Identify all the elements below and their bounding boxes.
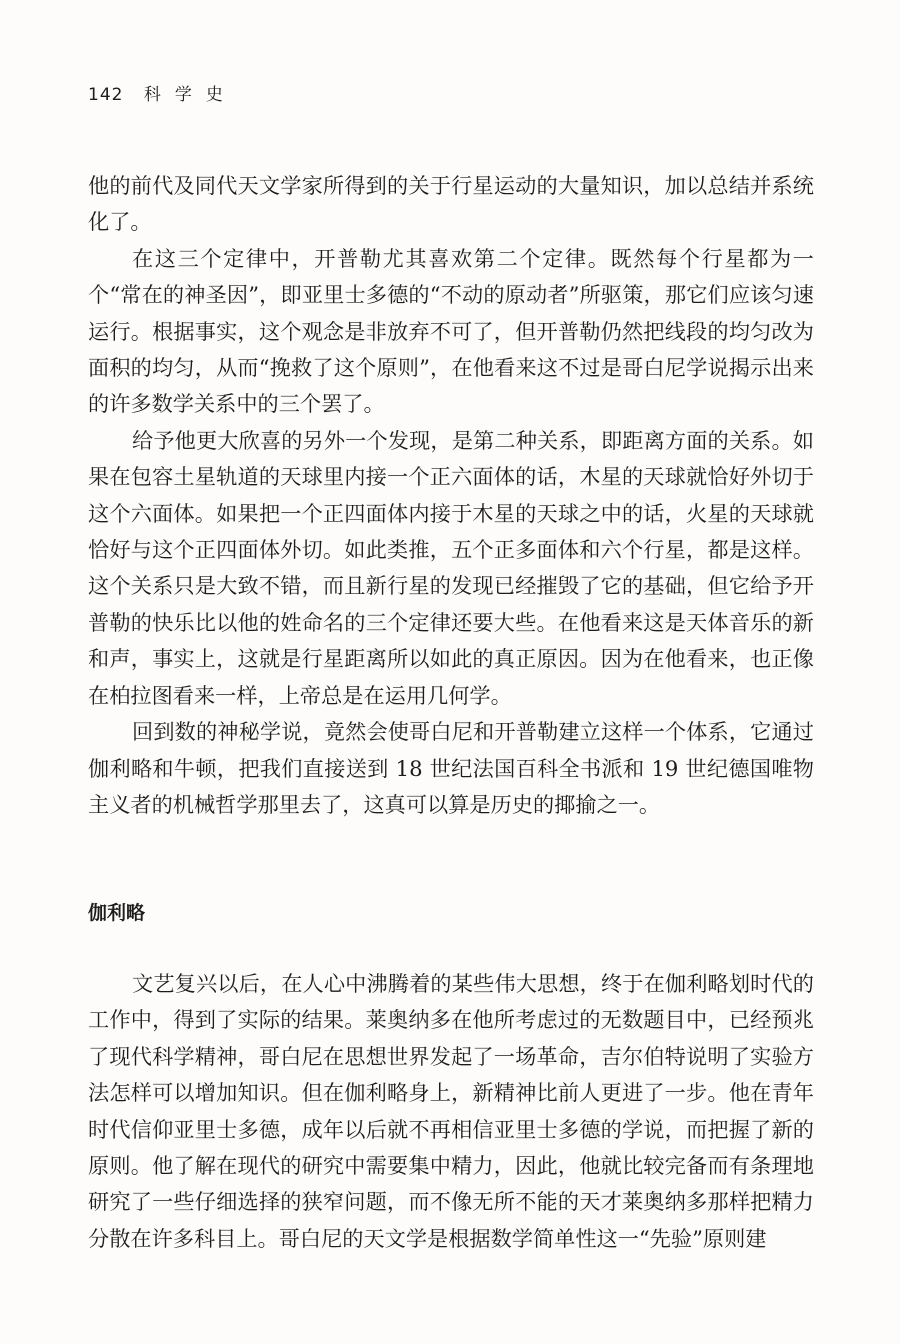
paragraph-kepler-second-law: 在这三个定律中，开普勒尤其喜欢第二个定律。既然每个行星都为一个“常在的神圣因”，即亚里士多德的“不动的原动者”所驱策，那它们应该匀速运行。根据事实，这个观念是非放弃不可了，但开普勒仍然把线段的均匀改为面积的均匀，从而“挽救了这个原则”，在他看来这不过是哥白尼学说揭示出来的许多数学关系中的三个罢了。 bbox=[88, 245, 814, 417]
paragraph-mystic-numbers: 回到数的神秘学说，竟然会使哥白尼和开普勒建立这样一个体系，它通过伽利略和牛顿，把我们直接送到 18 世纪法国百科全书派和 19 世纪德国唯物主义者的机械哲学那里去了，这真可以算是历史的揶揄之一。 bbox=[88, 719, 814, 817]
running-head bbox=[88, 80, 237, 105]
body-text bbox=[88, 168, 814, 823]
paragraph-continued: 他的前代及同代天文学家所得到的关于行星运动的大量知识，加以总结并系统化了。 bbox=[88, 173, 814, 235]
paragraph-planet-distances: 给予他更大欣喜的另外一个发现，是第二种关系，即距离方面的关系。如果在包容土星轨道的天球里内接一个正六面体的话，木星的天球就恰好外切于这个六面体。如果把一个正四面体内接于木星的天球之中的话，火星的天球就恰好与这个正四面体外切。如此类推，五个正多面体和六个行星，都是这样。这个关系只是大致不错，而且新行星的发现已经摧毁了它的基础，但它给予开普勒的快乐比以他的姓命名的三个定律还要大些。在他看来这是天体音乐的新和声，事实上，这就是行星距离所以如此的真正原因。因为在他看来，也正像在柏拉图看来一样，上帝总是在运用几何学。 bbox=[88, 427, 814, 708]
paragraph-galileo-intro: 文艺复兴以后，在人心中沸腾着的某些伟大思想，终于在伽利略划时代的工作中，得到了实际的结果。莱奥纳多在他所考虑过的无数题目中，已经预兆了现代科学精神，哥白尼在思想世界发起了一场革命，吉尔伯特说明了实验方法怎样可以增加知识。但在伽利略身上，新精神比前人更进了一步。他在青年时代信仰亚里士多德，成年以后就不再相信亚里士多德的学说，而把握了新的原则。他了解在现代的研究中需要集中精力，因此，他就比较完备而有条理地研究了一些仔细选择的狭窄问题，而不像无所不能的天才莱奥纳多那样把精力分散在许多科目上。哥白尼的天文学是根据数学简单性这一“先验”原则建 bbox=[88, 971, 814, 1251]
section-heading: 伽利略 bbox=[88, 902, 146, 924]
page-number: 142 bbox=[88, 85, 124, 105]
running-title: 科学史 bbox=[143, 85, 237, 105]
section-body bbox=[88, 966, 814, 1257]
